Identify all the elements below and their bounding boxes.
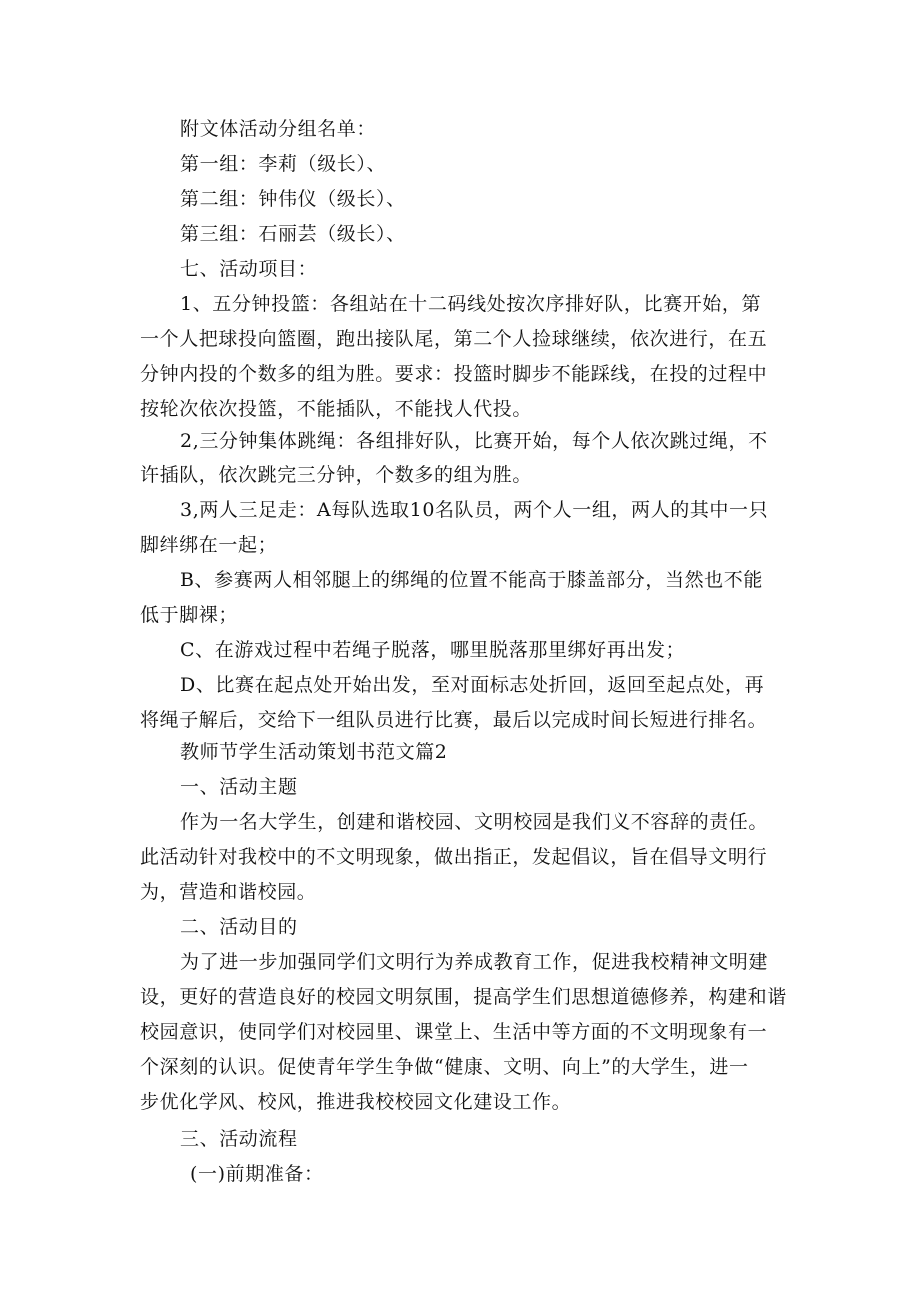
text-line: 此活动针对我校中的不文明现象，做出指正，发起倡议，旨在倡导文明行 bbox=[140, 846, 768, 868]
text-line: 2,三分钟集体跳绳：各组排好队，比赛开始，每个人依次跳过绳，不 bbox=[180, 430, 768, 452]
text-line: 作为一名大学生，创建和谐校园、文明校园是我们义不容辞的责任。 bbox=[180, 811, 769, 833]
text-line: 一个人把球投向篮圈，跑出接队尾，第二个人捡球继续，依次进行，在五 bbox=[140, 328, 768, 350]
text-line: 1、五分钟投篮：各组站在十二码线处按次序排好队，比赛开始，第 bbox=[180, 293, 762, 315]
text-line: D、比赛在起点处开始出发，至对面标志处折回，返回至起点处，再 bbox=[180, 674, 765, 696]
text-line: 设，更好的营造良好的校园文明氛围，提高学生们思想道德修养，构建和谐 bbox=[140, 986, 787, 1008]
section-heading: 二、活动目的 bbox=[180, 916, 298, 938]
text-line: 许插队，依次跳完三分钟，个数多的组为胜。 bbox=[140, 464, 533, 486]
text-line: 第二组：钟伟仪（级长）、 bbox=[180, 188, 406, 210]
text-line: 分钟内投的个数多的组为胜。要求：投篮时脚步不能踩线，在投的过程中 bbox=[140, 363, 768, 385]
text-line: 七、活动项目： bbox=[180, 258, 318, 280]
text-line: 步优化学风、校风，推进我校校园文化建设工作。 bbox=[140, 1091, 572, 1113]
text-line: 将绳子解后，交给下一组队员进行比赛，最后以完成时间长短进行排名。 bbox=[140, 709, 768, 731]
text-line: 校园意识，使同学们对校园里、课堂上、生活中等方面的不文明现象有一 bbox=[140, 1021, 768, 1043]
text-line: 附文体活动分组名单： bbox=[180, 118, 377, 140]
text-line: B、参赛两人相邻腿上的绑绳的位置不能高于膝盖部分，当然也不能 bbox=[180, 569, 763, 591]
text-line: 低于脚裸； bbox=[140, 604, 239, 626]
section-heading: 一、活动主题 bbox=[180, 776, 298, 798]
text-line: 第三组：石丽芸（级长）、 bbox=[180, 223, 406, 245]
text-line: 为了进一步加强同学们文明行为养成教育工作，促进我校精神文明建 bbox=[180, 951, 769, 973]
section-heading: 三、活动流程 bbox=[180, 1128, 298, 1150]
section-heading: 教师节学生活动策划书范文篇2 bbox=[180, 741, 448, 763]
text-line: 为，营造和谐校园。 bbox=[140, 881, 317, 903]
subsection-heading: (一)前期准备： bbox=[190, 1163, 324, 1185]
text-line: C、在游戏过程中若绳子脱落，哪里脱落那里绑好再出发； bbox=[180, 639, 686, 661]
text-line: 3,两人三足走：A每队选取10名队员，两个人一组，两人的其中一只 bbox=[180, 499, 769, 521]
text-line: 脚绊绑在一起； bbox=[140, 534, 278, 556]
text-line: 个深刻的认识。促使青年学生争做“健康、文明、向上”的大学生，进一 bbox=[140, 1056, 749, 1078]
text-line: 按轮次依次投篮，不能插队，不能找人代投。 bbox=[140, 398, 533, 420]
text-line: 第一组：李莉（级长）、 bbox=[180, 153, 387, 175]
